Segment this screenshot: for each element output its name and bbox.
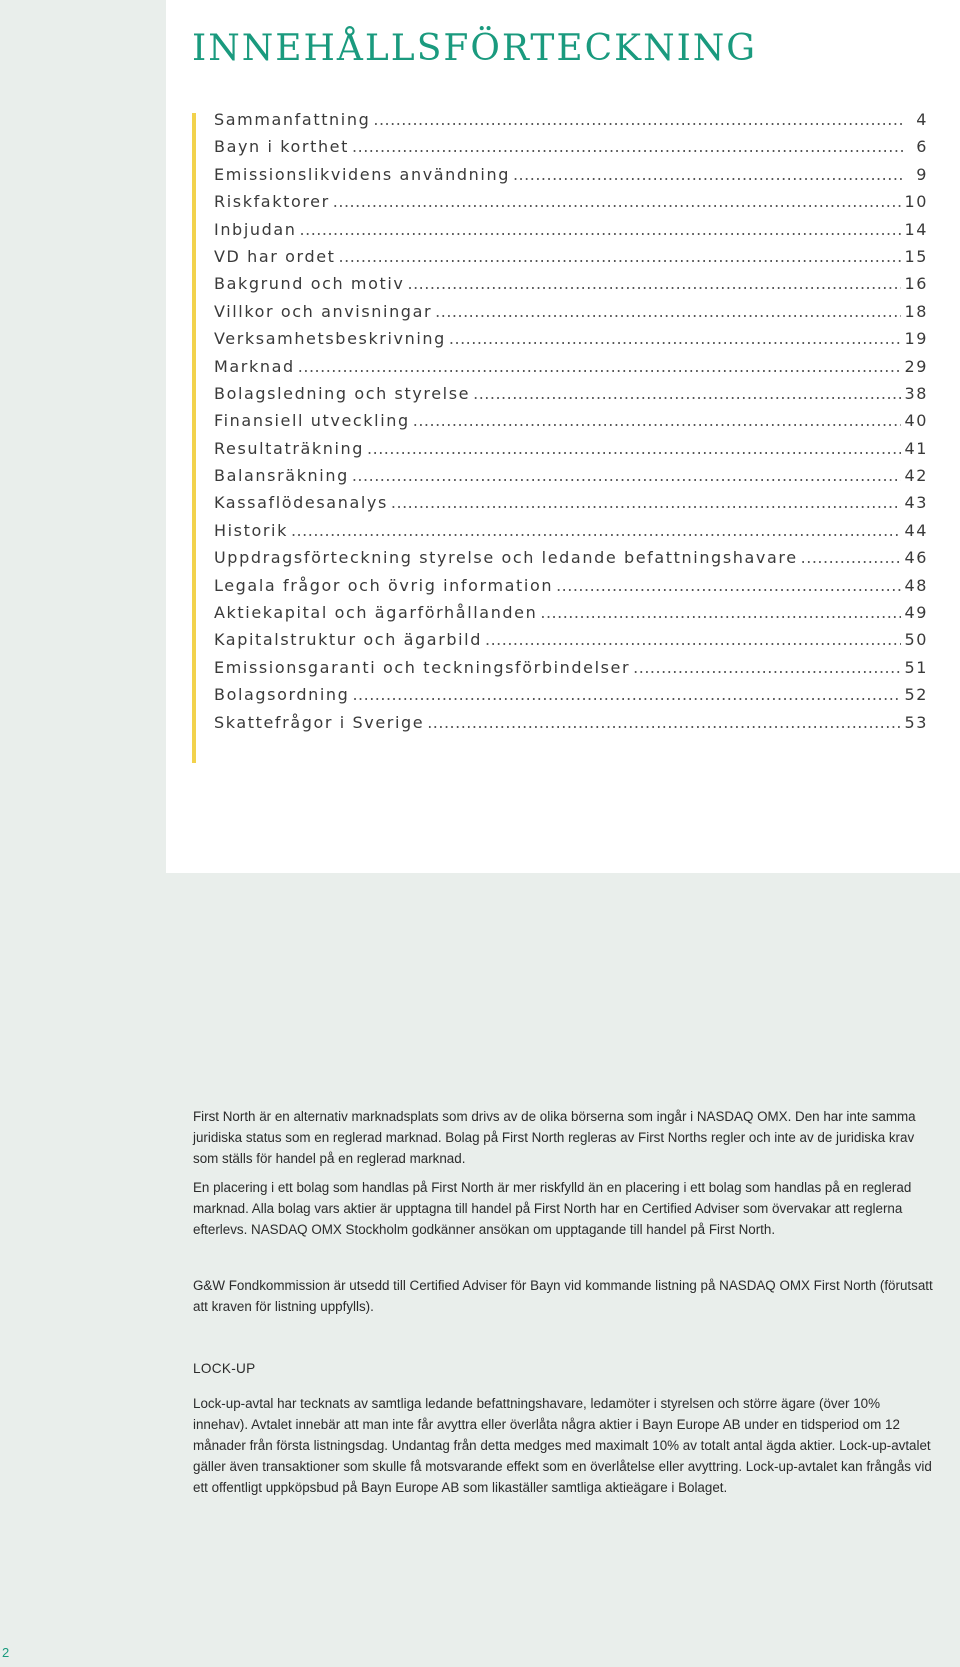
page-number: 2 [2,1645,10,1660]
toc-item-label: Resultaträkning [214,438,365,458]
info-paragraph-2: En placering i ett bolag som handlas på First North är mer riskfylld än en placering i ett bolag som handlas på en reglerad marknad. Alla bolag vars aktier är upptagna till handel på First North har en Certified Adviser som övervakar att reglerna efterlevs. NASDAQ OMX Stockholm godkänner ansökan om upptagande till handel på First North. [193,1180,912,1237]
toc-item-label: Emissionsgaranti och teckningsförbindelser [214,657,631,677]
toc-title: INNEHÅLLSFÖRTECKNING [192,28,758,69]
toc-item-label: Bolagsledning och styrelse [214,383,471,403]
toc-item-label: Skattefrågor i Sverige [214,712,425,732]
toc-item[interactable] [214,658,928,685]
toc-item-page: 43 [904,493,928,513]
toc-panel [166,0,960,873]
toc-item-page: 16 [904,274,928,294]
toc-item[interactable] [214,630,928,657]
toc-item[interactable] [214,192,928,219]
toc-item-label: Historik [214,520,288,540]
toc-dot-leader [333,192,902,211]
toc-dot-leader [352,466,902,485]
toc-item-label: Bolagsordning [214,685,350,705]
toc-item-page: 50 [904,630,928,650]
toc-item-label: Kapitalstruktur och ägarbild [214,630,482,650]
toc-item-label: Kassaflödesanalys [214,493,388,513]
toc-item[interactable] [214,713,928,740]
toc-dot-leader [556,576,901,595]
toc-item-page: 40 [904,411,928,431]
toc-item-label: Uppdragsförteckning styrelse och ledande befattningshavare [214,548,798,568]
lockup-heading: LOCK-UP [193,1361,256,1376]
toc-item[interactable] [214,603,928,630]
toc-dot-leader [291,521,901,540]
toc-item-page: 41 [904,438,928,458]
toc-accent-bar [192,113,196,763]
toc-dot-leader [339,247,902,266]
toc-dot-leader [449,329,902,348]
toc-item-label: Verksamhetsbeskrivning [214,329,446,349]
toc-dot-leader [367,439,901,458]
toc-item-label: VD har ordet [214,246,336,266]
toc-item-page: 6 [916,137,928,157]
toc-item-page: 10 [904,192,928,212]
toc-item[interactable] [214,576,928,603]
toc-item-page: 18 [904,301,928,321]
toc-item[interactable] [214,411,928,438]
toc-item[interactable] [214,521,928,548]
toc-item[interactable] [214,247,928,274]
toc-dot-leader [485,630,901,649]
toc-item-label: Legala frågor och övrig information [214,575,554,595]
toc-dot-leader [391,493,902,512]
toc-item[interactable] [214,137,928,164]
toc-dot-leader [435,302,901,321]
toc-list [214,110,928,740]
toc-item-page: 53 [904,712,928,732]
toc-item-page: 49 [904,603,928,623]
toc-item[interactable] [214,165,928,192]
toc-dot-leader [373,110,905,129]
toc-item-page: 29 [904,356,928,376]
toc-item-page: 42 [904,466,928,486]
toc-item-page: 9 [916,164,928,184]
toc-item-page: 46 [904,548,928,568]
toc-item[interactable] [214,110,928,137]
toc-dot-leader [801,548,902,567]
toc-item[interactable] [214,685,928,712]
toc-item[interactable] [214,493,928,520]
toc-item[interactable] [214,466,928,493]
toc-item[interactable] [214,302,928,329]
toc-item[interactable] [214,329,928,356]
toc-item-page: 14 [904,219,928,239]
toc-dot-leader [352,137,905,156]
toc-item-page: 44 [904,520,928,540]
toc-item-label: Riskfaktorer [214,192,330,212]
info-paragraph-1: First North är en alternativ marknadsplats som drivs av de olika börserna som ingår i NASDAQ OMX. Den har inte samma juridiska status som en reglerad marknad. Bolag på First North regleras av First Norths regler och inte av de juridiska krav som ställs för handel på en reglerad marknad. [193,1109,916,1166]
toc-item-label: Inbjudan [214,219,297,239]
toc-item-page: 15 [904,246,928,266]
toc-dot-leader [513,165,905,184]
toc-item-page: 19 [904,329,928,349]
info-paragraph-3: G&W Fondkommission är utsedd till Certified Adviser för Bayn vid kommande listning på NASDAQ OMX First North (förutsatt att kraven för listning uppfylls). [193,1278,933,1314]
lockup-paragraph: Lock-up-avtal har tecknats av samtliga ledande befattningshavare, ledamöter i styrelsen och större ägare (över 10% innehav). Avtalet innebär att man inte får avyttra eller överlåta några aktier i Bayn Europe AB under en tidsperiod om 12 månader från första listningsdag. Undantag från detta medges med maximalt 10% av totalt antal ägda aktier. Lock-up-avtalet gäller även transaktioner som skulle få motsvarande effekt som en överlåtelse eller avyttring. Lock-up-avtalet kan frångås vid ett offentligt uppköpsbud på Bayn Europe AB som likaställer samtliga aktieägare i Bolaget. [193,1396,932,1495]
toc-item-label: Bakgrund och motiv [214,274,405,294]
toc-item-label: Bayn i korthet [214,137,350,157]
toc-item[interactable] [214,384,928,411]
toc-item[interactable] [214,548,928,575]
toc-item-label: Balansräkning [214,466,349,486]
toc-item[interactable] [214,357,928,384]
toc-dot-leader [633,658,901,677]
toc-item-label: Emissionslikvidens användning [214,164,510,184]
toc-item[interactable] [214,439,928,466]
toc-dot-leader [427,713,901,732]
toc-item-label: Finansiell utveckling [214,411,410,431]
toc-item[interactable] [214,274,928,301]
toc-item-page: 52 [904,685,928,705]
toc-dot-leader [407,274,901,293]
toc-item-label: Villkor och anvisningar [214,301,433,321]
toc-item-label: Sammanfattning [214,110,371,129]
toc-dot-leader [473,384,901,403]
toc-item[interactable] [214,220,928,247]
toc-dot-leader [298,357,902,376]
toc-dot-leader [540,603,901,622]
toc-dot-leader [300,220,902,239]
toc-dot-leader [352,685,901,704]
toc-item-page: 38 [904,383,928,403]
toc-item-page: 48 [904,575,928,595]
toc-item-label: Marknad [214,356,295,376]
toc-dot-leader [413,411,902,430]
toc-item-page: 4 [916,110,928,129]
toc-item-label: Aktiekapital och ägarförhållanden [214,603,538,623]
toc-item-page: 51 [904,657,928,677]
